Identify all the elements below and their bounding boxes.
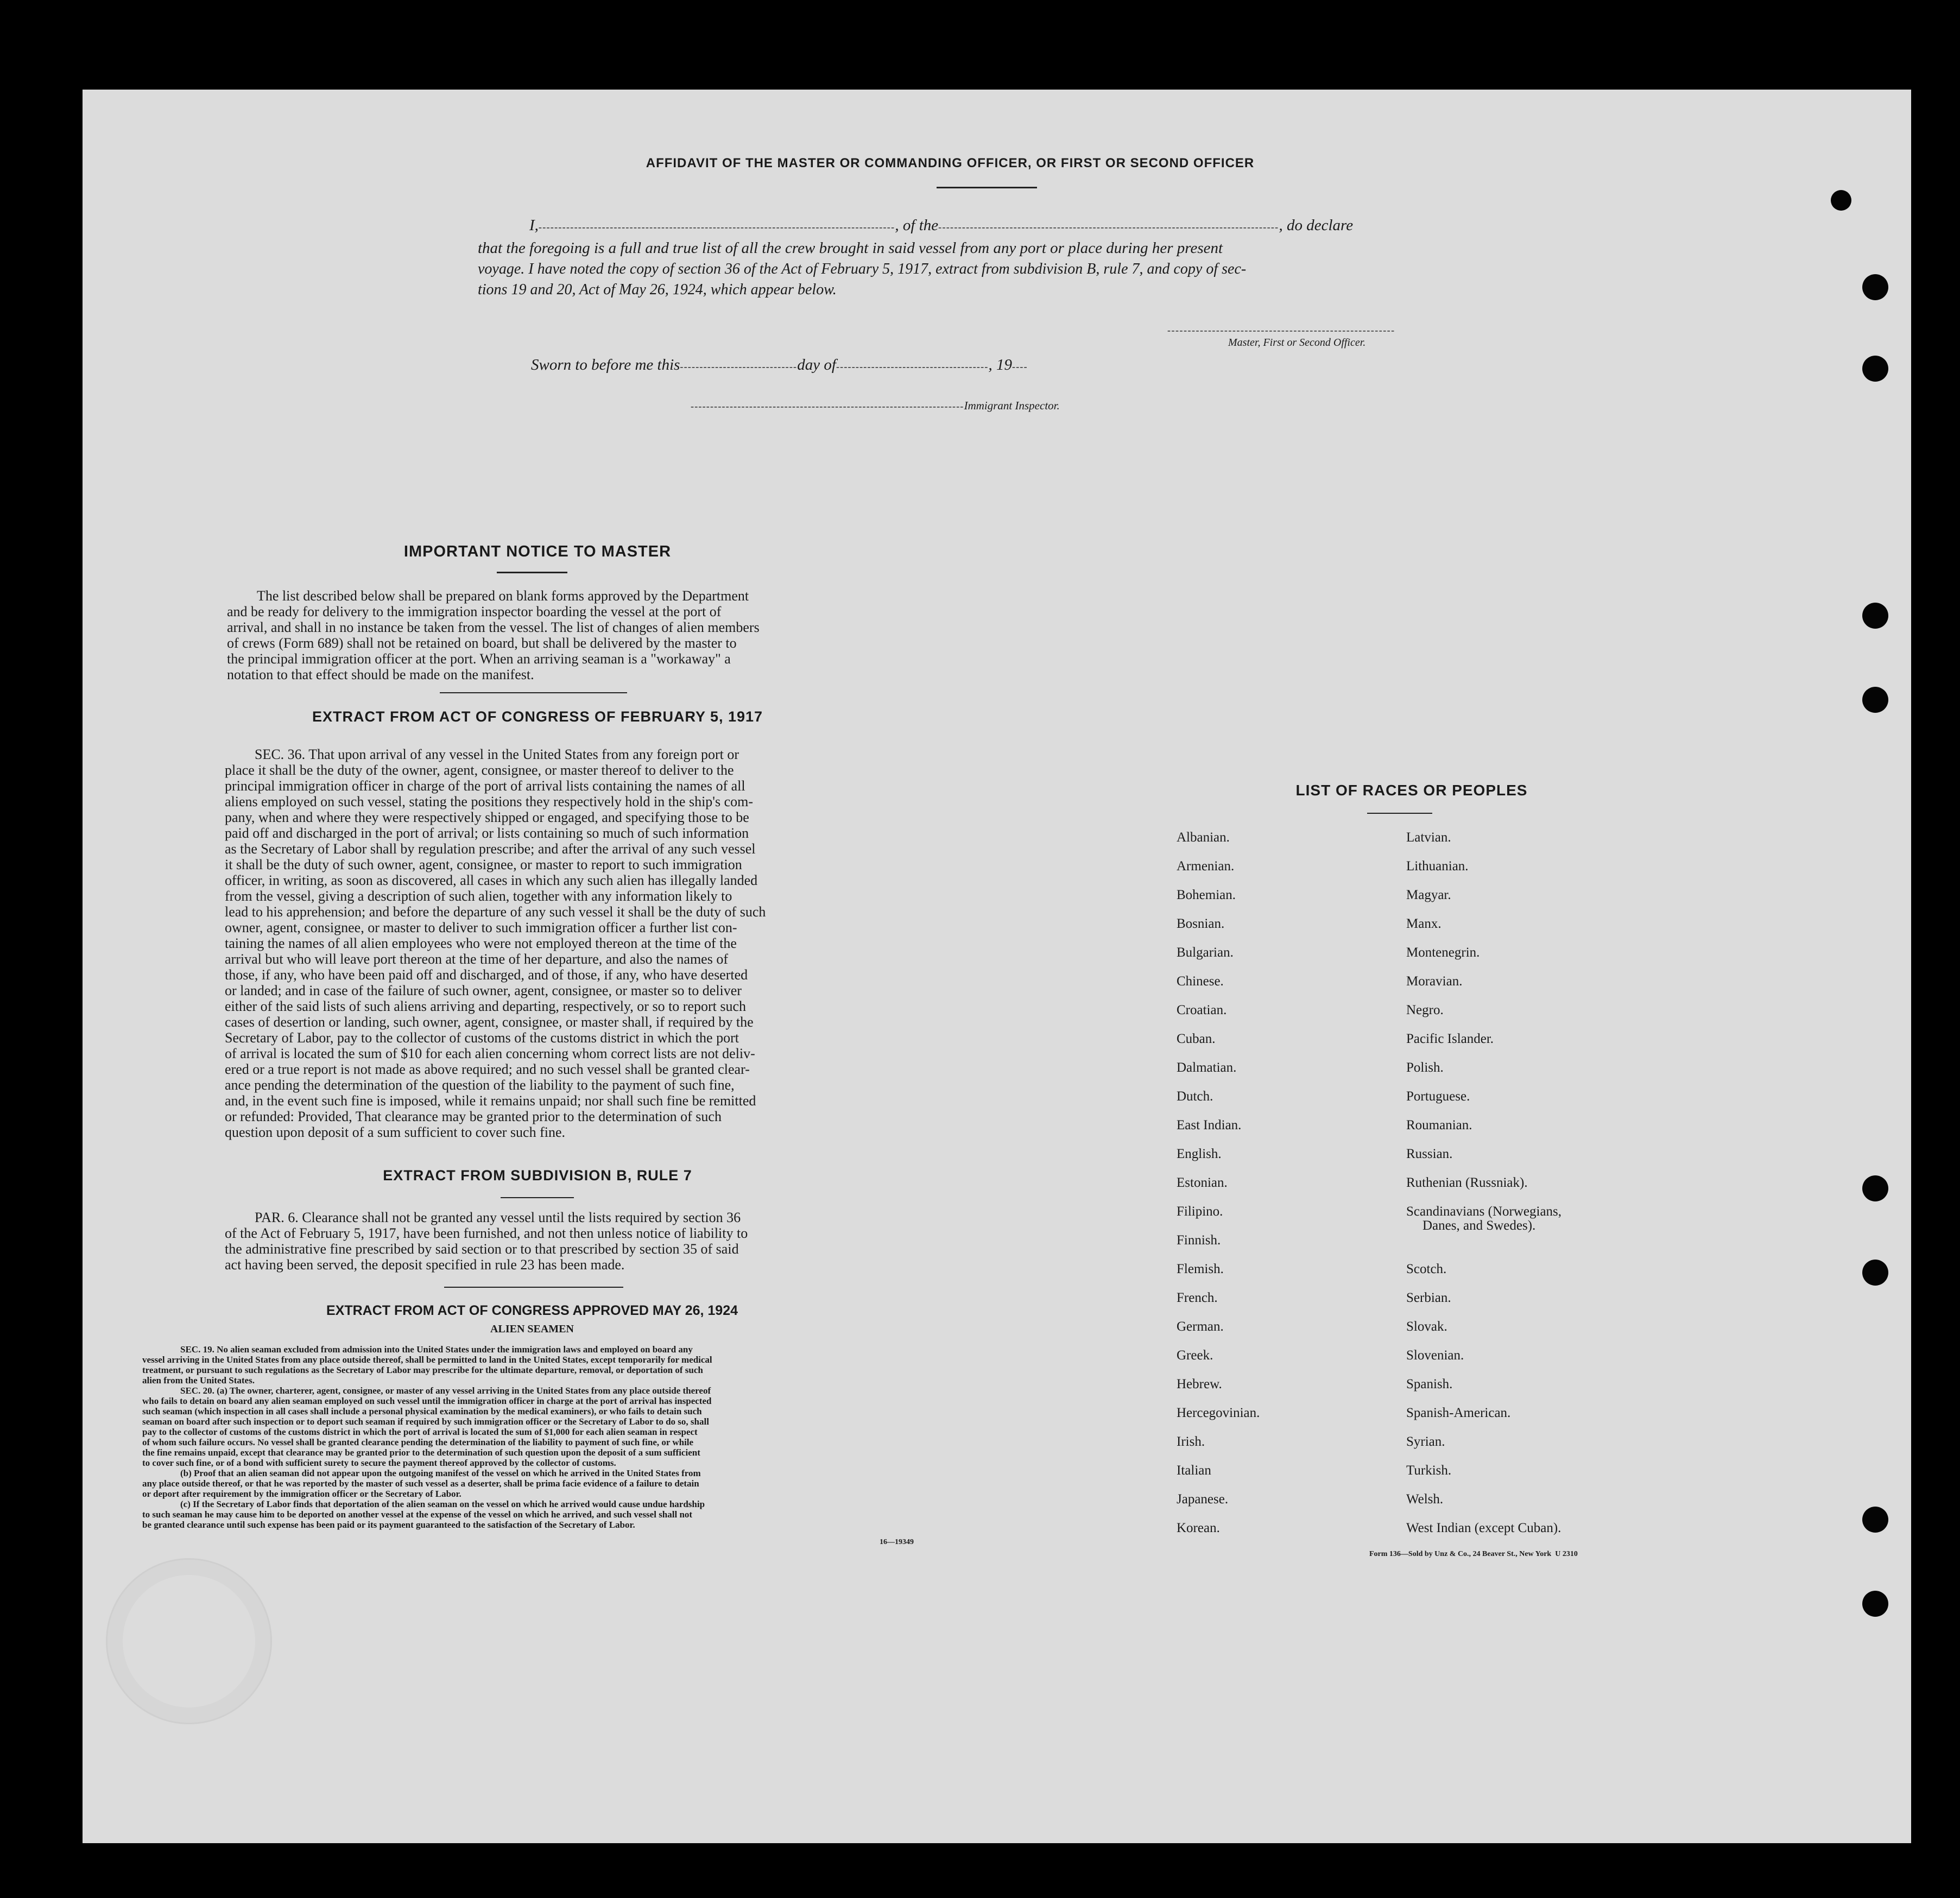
extract-1924-line: the fine remains unpaid, except that clearance may be granted prior to the determination of such question upon the deposit of a sum sufficient [142,1447,700,1458]
punch-hole [1862,687,1888,713]
blank-sworn-month[interactable]: --------------------------------------- [836,361,989,372]
extract-1917-line: paid off and discharged in the port of arrival; or lists containing so much of such information [225,825,749,841]
extract-1924-line: such seaman (which inspection in all cases shall include a personal physical examination by the medical examiners), or who fails to detain such [142,1406,702,1416]
extract-rule7-line: act having been served, the deposit specified in rule 23 has been made. [225,1257,625,1273]
extract-rule7-line: of the Act of February 5, 1917, have been furnished, and not then unless notice of liability to [225,1225,748,1241]
races-column-1 [1177,823,1260,1542]
race-item: Filipino. [1177,1204,1223,1219]
race-item: Armenian. [1177,859,1235,874]
divider [497,572,567,573]
extract-1924-line: to cover such fine, or of a bond with sufficient surety to secure the payment thereof approved by the collector of customs. [142,1458,616,1468]
race-item: Irish. [1177,1434,1205,1449]
extract-1924-line: or deport after requirement by the immigration officer or the Secretary of Labor. [142,1489,461,1499]
race-item: Albanian. [1177,830,1230,845]
affidavit-line-3: voyage. I have noted the copy of section 36 of the Act of February 5, 1917, extract from subdivision B, rule 7, and copy of sec- [478,261,1247,277]
punch-hole [1862,1260,1888,1286]
extract-1924-body [142,1344,924,1530]
divider [440,692,627,693]
affidavit-i: I, [529,217,539,234]
extract-1917-line: place it shall be the duty of the owner, agent, consignee, or master thereof to deliver to the [225,762,734,778]
race-item: Lithuanian. [1406,859,1469,874]
extract-1917-line: or refunded: Provided, That clearance may be granted prior to the determination of such [225,1109,722,1124]
extract-1917-line: ered or a true report is not made as above required; and no such vessel shall be granted clear- [225,1061,750,1077]
extract-rule7-title: EXTRACT FROM SUBDIVISION B, RULE 7 [383,1167,692,1184]
extract-1924-line: of whom such failure occurs. No vessel shall be granted clearance pending the determination of the liability to payment of such fine, or while [142,1437,694,1447]
race-item: Chinese. [1177,974,1224,989]
punch-hole [1862,274,1888,300]
blank-inspector-signature[interactable]: ---------------------------------------------------------------------- [691,401,964,412]
extract-1917-line: cases of desertion or landing, such owner, agent, consignee, or master shall, if required by the [225,1014,754,1030]
extract-1917-line: or landed; and in case of the failure of such owner, agent, consignee, or master so to deliver [225,983,742,998]
race-item: Dalmatian. [1177,1060,1237,1075]
extract-1917-line: Secretary of Labor, pay to the collector of customs of the customs district in which the port [225,1030,739,1046]
notice-line: The list described below shall be prepared on blank forms approved by the Department [257,588,749,604]
race-item: Serbian. [1406,1290,1451,1305]
punch-hole [1862,1175,1888,1201]
race-item: Negro. [1406,1003,1444,1017]
extract-1917-line: officer, in writing, as soon as discovered, all cases in which any such alien has illegally landed [225,872,758,888]
race-item: Spanish-American. [1406,1406,1511,1420]
punch-hole [1862,356,1888,382]
race-item: Bosnian. [1177,916,1225,931]
extract-1924-line: any place outside thereof, or that he was reported by the master of such vessel as a deserter, shall be prima facie evidence of a failure to detain [142,1478,699,1489]
races-title: LIST OF RACES OR PEOPLES [1295,782,1528,799]
extract-1917-line: aliens employed on such vessel, stating the positions they respectively hold in the ship's com- [225,794,754,809]
blank-sworn-day[interactable]: ------------------------------ [680,361,798,372]
blank-vessel-name[interactable]: -------------------------------------------------------------------------------------- [938,222,1279,232]
race-item: Welsh. [1406,1492,1444,1507]
extract-1924-line: who fails to detain on board any alien seaman employed on such vessel until the immigration officer in charge at the port of arrival has inspected [142,1396,712,1406]
race-item: Montenegrin. [1406,945,1480,960]
extract-1917-line: principal immigration officer in charge of the port of arrival lists containing the names of all [225,778,745,794]
punch-hole [1862,1507,1888,1533]
race-item: Scandinavians (Norwegians, [1406,1204,1562,1219]
notice-line: arrival, and shall in no instance be taken from the vessel. The list of changes of alien members [227,619,760,635]
divider [444,1287,623,1288]
extract-1917-line: either of the said lists of such aliens arriving and departing, respectively, or so to report such [225,998,747,1014]
race-item: Manx. [1406,916,1441,931]
embossed-seal [106,1558,272,1724]
race-item: Syrian. [1406,1434,1445,1449]
race-item: Magyar. [1406,888,1451,902]
race-item: Roumanian. [1406,1118,1472,1133]
notice-body [227,588,840,682]
extract-1924-line: SEC. 19. No alien seaman excluded from admission into the United States under the immigration laws and employed on board any [180,1344,693,1355]
race-item: French. [1177,1290,1218,1305]
extract-1924-line: (c) If the Secretary of Labor finds that deportation of the alien seaman on the vessel on which he arrived would cause undue hardship [180,1499,705,1509]
race-item: East Indian. [1177,1118,1242,1133]
extract-1917-line: those, if any, who have been paid off and discharged, and of those, if any, who have deserted [225,967,748,983]
race-item: Slovenian. [1406,1348,1464,1363]
extract-1917-line: from the vessel, giving a description of such alien, together with any information likely to [225,888,732,904]
affidavit-title: AFFIDAVIT OF THE MASTER OR COMMANDING OFFICER, OR FIRST OR SECOND OFFICER [646,156,1255,170]
divider [501,1197,574,1198]
race-item: Bohemian. [1177,888,1236,902]
race-item: Slovak. [1406,1319,1447,1334]
blank-master-name[interactable]: ------------------------------------------------------------------------------------------ [538,222,895,232]
races-column-2 [1406,823,1561,1542]
divider [937,187,1037,188]
divider [1367,813,1432,814]
extract-1917-line: and, in the event such fine is imposed, while it remains unpaid; nor shall such fine be remitted [225,1093,756,1109]
master-signature-line[interactable]: -------------------------------------------------------- [1167,325,1395,336]
extract-1917-line: of arrival is located the sum of $10 for each alien concerning whom correct lists are not deliv- [225,1046,755,1061]
extract-1917-line: SEC. 36. That upon arrival of any vessel in the United States from any foreign port or [255,746,739,762]
race-item: Flemish. [1177,1262,1224,1276]
extract-1917-line: owner, agent, consignee, or master to deliver to such immigration officer a further list con- [225,920,737,935]
extract-rule7-line: PAR. 6. Clearance shall not be granted any vessel until the lists required by section 36 [255,1210,741,1225]
inspector-line [691,399,1060,413]
race-item: Pacific Islander. [1406,1032,1494,1046]
extract-1924-line: (b) Proof that an alien seaman did not appear upon the outgoing manifest of the vessel on which he arrived in the United States from [180,1468,701,1478]
race-item: Spanish. [1406,1377,1453,1391]
race-item: Japanese. [1177,1492,1229,1507]
extract-1924-line: to such seaman he may cause him to be deported on another vessel at the expense of the vessel on which he arrived, and such vessel shall not [142,1509,693,1520]
extract-1924-line: SEC. 20. (a) The owner, charterer, agent, consignee, or master of any vessel arriving in the United States from any place outside thereof [180,1385,711,1396]
punch-hole [1862,603,1888,629]
extract-1917-line: arrival but who will leave port thereon at the time of her departure, and also the names of [225,951,728,967]
master-signature-label: Master, First or Second Officer. [1228,337,1366,349]
race-item: Hercegovinian. [1177,1406,1260,1420]
race-item: Croatian. [1177,1003,1227,1017]
race-item: Ruthenian (Russniak). [1406,1175,1528,1190]
extract-1917-line: pany, when and where they were respectively shipped or engaged, and specifying those to be [225,809,749,825]
affidavit-do-declare: , do declare [1279,217,1354,234]
notice-line: and be ready for delivery to the immigration inspector boarding the vessel at the port of [227,604,722,619]
extract-rule7-line: the administrative fine prescribed by said section or to that prescribed by section 35 of said [225,1241,739,1257]
race-item: Turkish. [1406,1463,1452,1478]
blank-sworn-year[interactable]: ---- [1012,361,1028,372]
race-item: Cuban. [1177,1032,1216,1046]
sworn-day-label: day of [797,356,836,374]
extract-1924-line: seaman on board after such inspection or to deport such seaman if required by such immigration officer or the Secretary of Labor to do so, shall [142,1416,709,1427]
punch-hole [1831,190,1851,211]
extract-1924-title: EXTRACT FROM ACT OF CONGRESS APPROVED MAY 26, 1924 [326,1303,738,1318]
extract-1917-line: question upon deposit of a sum sufficient to cover such fine. [225,1124,566,1140]
extract-1917-line: taining the names of all alien employees who were not employed thereon at the time of the [225,935,737,951]
sworn-year-label: , 19 [988,356,1013,374]
race-item: Scotch. [1406,1262,1447,1276]
race-item: Danes, and Swedes). [1422,1218,1536,1233]
punch-hole [1862,1591,1888,1617]
race-item: English. [1177,1147,1222,1161]
race-item: Dutch. [1177,1089,1213,1104]
race-item: Latvian. [1406,830,1451,845]
race-item: German. [1177,1319,1224,1334]
extract-1917-line: as the Secretary of Labor shall by regulation prescribe; and after the arrival of any such vessel [225,841,756,857]
extract-1917-title: EXTRACT FROM ACT OF CONGRESS OF FEBRUARY 5, 1917 [312,708,763,725]
race-item: Korean. [1177,1521,1220,1535]
race-item: Greek. [1177,1348,1213,1363]
affidavit-of-the: , of the [895,217,939,234]
notice-line: of crews (Form 689) shall not be retained on board, but shall be delivered by the master to [227,635,737,651]
race-item: Portuguese. [1406,1089,1470,1104]
race-item: Italian [1177,1463,1211,1478]
affidavit-line-4: tions 19 and 20, Act of May 26, 1924, which appear below. [478,281,837,298]
race-item: Finnish. [1177,1233,1221,1248]
extract-1917-line: ance pending the determination of the question of the liability to the payment of such fine, [225,1077,735,1093]
extract-1924-line: vessel arriving in the United States from any place outside thereof, shall be permitted to land in the United States, except temporarily for medical [142,1355,712,1365]
extract-1924-line: alien from the United States. [142,1375,255,1385]
form-footer: Form 136—Sold by Unz & Co., 24 Beaver St., New York U 2310 [1369,1550,1578,1558]
race-item: Bulgarian. [1177,945,1234,960]
race-item: Hebrew. [1177,1377,1222,1391]
notice-title: IMPORTANT NOTICE TO MASTER [403,543,672,560]
print-code: 16—19349 [880,1538,914,1546]
extract-1924-line: be granted clearance until such expense has been paid or its payment guaranteed to the satisfaction of the Secretary of Labor. [142,1520,635,1530]
extract-1917-line: lead to his apprehension; and before the departure of any such vessel it shall be the duty of such [225,904,766,920]
notice-line: notation to that effect should be made on the manifest. [227,667,534,682]
race-item: West Indian (except Cuban). [1406,1521,1561,1535]
sworn-prefix: Sworn to before me this [531,356,680,374]
sworn-line [531,356,1028,374]
race-item: Russian. [1406,1147,1453,1161]
extract-1924-subtitle: ALIEN SEAMEN [490,1323,574,1335]
race-item: Polish. [1406,1060,1444,1075]
extract-1924-line: pay to the collector of customs of the customs district in which the port of arrival is located the sum of $1,000 for each alien seaman in respect [142,1427,698,1437]
extract-1917-line: it shall be the duty of such owner, agent, consignee, or master to report to such immigration [225,857,742,872]
affidavit-line-1 [529,217,1496,235]
race-item: Estonian. [1177,1175,1228,1190]
extract-rule7-body [225,1210,840,1273]
extract-1924-line: treatment, or pursuant to such regulations as the Secretary of Labor may prescribe for the ultimate departure, removal, or deportation of such [142,1365,703,1375]
race-item: Moravian. [1406,974,1463,989]
notice-line: the principal immigration officer at the port. When an arriving seaman is a "workaway" a [227,651,731,667]
affidavit-line-2: that the foregoing is a full and true list of all the crew brought in said vessel from any port or place during her present [478,239,1223,257]
extract-1917-body [225,746,840,1140]
inspector-label: Immigrant Inspector. [964,399,1060,412]
